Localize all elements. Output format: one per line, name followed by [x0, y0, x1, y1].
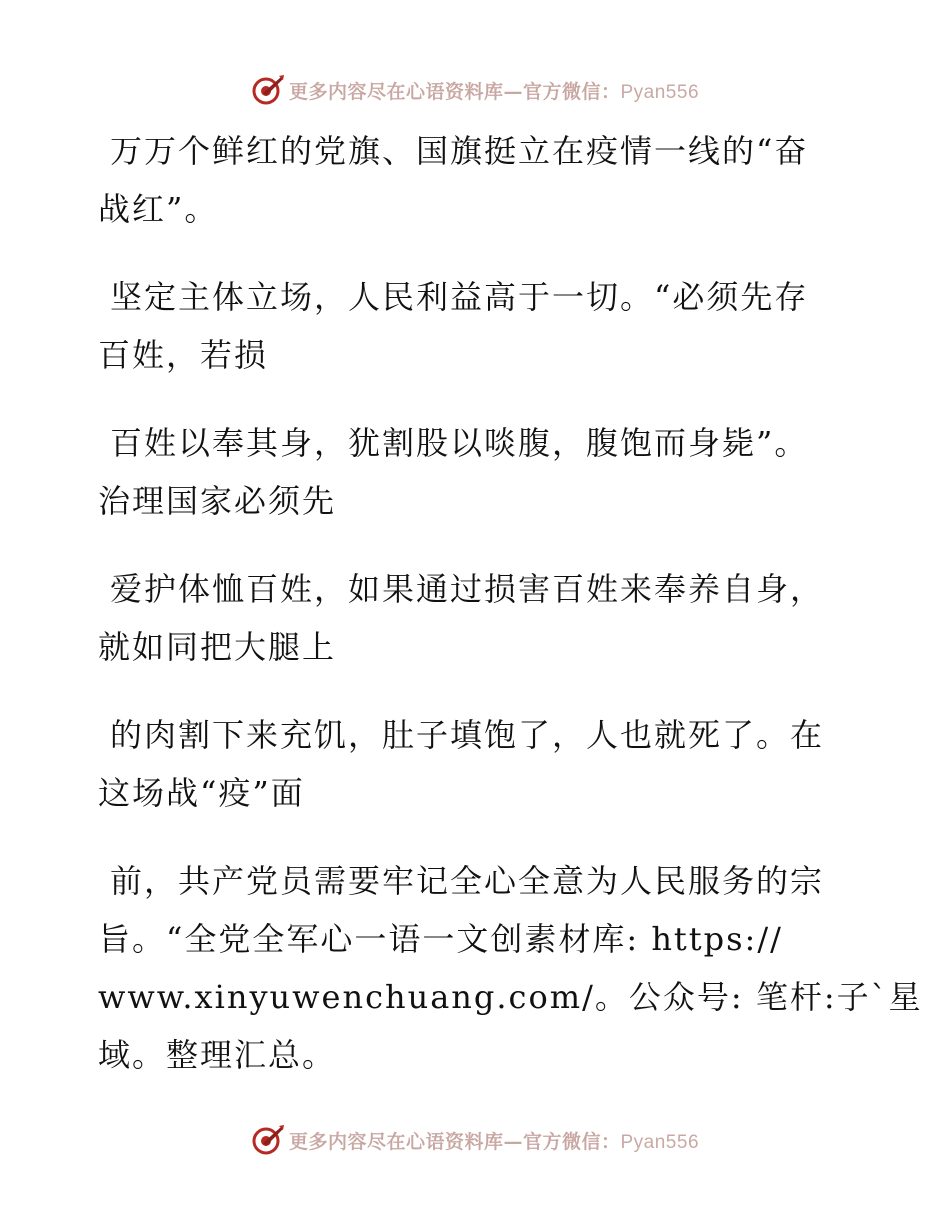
paragraph-3 [98, 414, 838, 530]
text-line: 域。整理汇总。 [98, 1036, 337, 1074]
wechat-id: Pyan556 [620, 1131, 700, 1153]
header-banner [0, 70, 950, 110]
text-line: www.xinyuwenchuang.com/。公众号: 笔杆:子`星 [98, 978, 923, 1016]
paragraph-4 [98, 560, 838, 676]
paragraph-2 [98, 268, 838, 384]
text-line: 爱护体恤百姓，如果通过损害百姓来奉养自身， [110, 570, 825, 608]
paragraph-5 [98, 706, 838, 822]
text-line: 前，共产党员需要牢记全心全意为人民服务的宗 [110, 862, 825, 900]
text-line: 战红”。 [98, 190, 219, 228]
text-line: 坚定主体立场，人民利益高于一切。“必须先存 [110, 278, 809, 316]
text-line: 百姓，若损 [98, 336, 269, 374]
text-line: 百姓以奉其身，犹割股以啖腹，腹饱而身毙”。 [110, 424, 809, 462]
text-line: 就如同把大腿上 [98, 628, 337, 666]
pen-logo-icon [251, 73, 285, 107]
document-body [98, 122, 923, 1114]
text-line: 的肉割下来充饥，肚子填饱了，人也就死了。在 [110, 716, 825, 754]
text-line: 旨。“全党全军心一语一文创素材库: https:// [98, 920, 783, 958]
paragraph-6 [98, 852, 923, 1084]
header-banner-text: 更多内容尽在心语资料库—官方微信：Pyan556 [288, 80, 700, 103]
text-line: 万万个鲜红的党旗、国旗挺立在疫情一线的“奋 [110, 132, 809, 170]
footer-banner [0, 1120, 950, 1160]
pen-logo-icon [251, 1123, 285, 1157]
footer-banner-text: 更多内容尽在心语资料库—官方微信：Pyan556 [288, 1130, 700, 1153]
text-line: 治理国家必须先 [98, 482, 337, 520]
wechat-id: Pyan556 [620, 81, 700, 103]
paragraph-1 [98, 122, 838, 238]
text-line: 这场战“疫”面 [98, 774, 305, 812]
